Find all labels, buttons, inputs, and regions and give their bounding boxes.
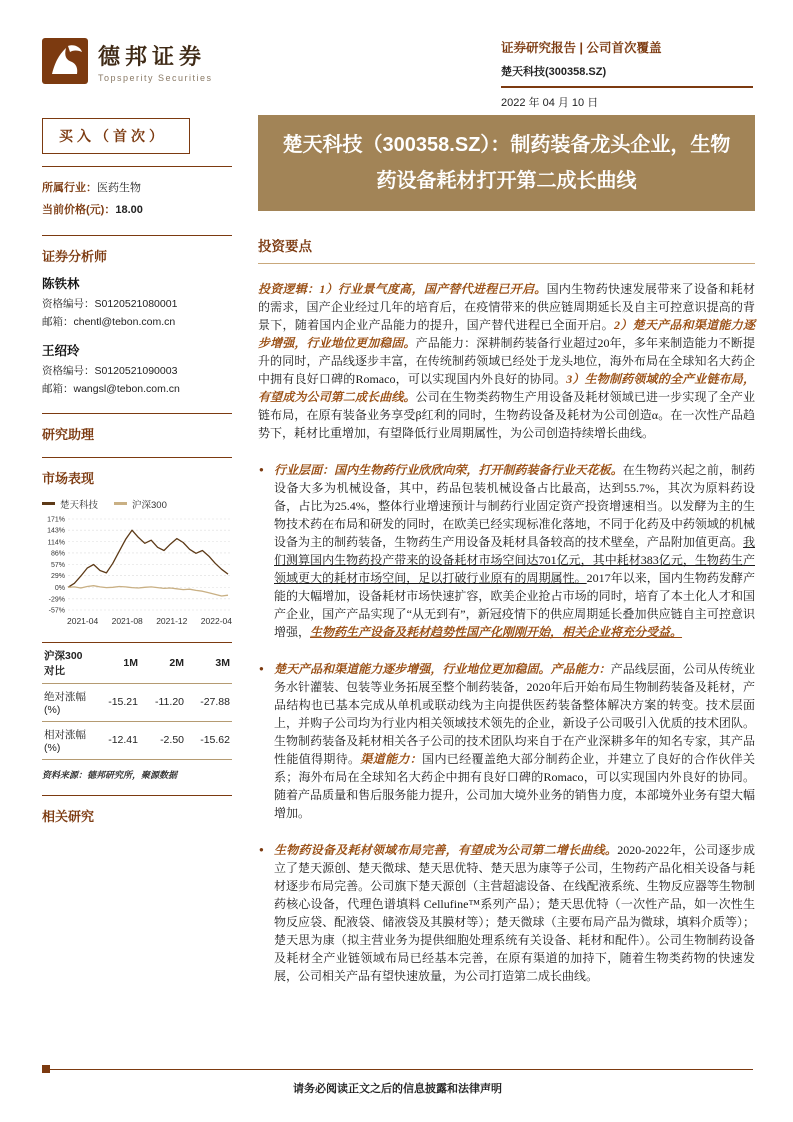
paragraph bbox=[258, 280, 755, 442]
text-segment: 产品能力：深耕制药装备行业超过20年，多年来制造能力不断提升的同时，产品线逐步丰富，在传统制药领域已经处于龙头地位，海外布局在全球知名大药企中拥有良好口碑的Romaco，可以实现国内外良好的协同。 bbox=[258, 336, 755, 386]
analyst-cert bbox=[42, 362, 232, 380]
legend-swatch-dark bbox=[42, 502, 55, 505]
main-column bbox=[258, 115, 755, 1004]
text-segment: 行业层面：国内生物药行业欣欣向荣，打开制药装备行业天花板。 bbox=[274, 463, 623, 477]
analyst-name: 陈铁林 bbox=[42, 277, 80, 291]
brand-name: 德邦证券 bbox=[98, 43, 207, 69]
email-label: 邮箱： bbox=[42, 383, 74, 396]
legend-item bbox=[42, 497, 98, 511]
bullet-paragraph bbox=[258, 841, 755, 985]
chart-legend bbox=[42, 497, 232, 511]
text-segment: 国内生物药快速发展带来了设备和耗材的需求，国产企业经过几年的培育后，在疫情带来的供应链周期延长及自主可控意识提高的背景下，随着国内企业产品能力的提升，国产替代进程已全面开启。 bbox=[258, 282, 755, 332]
table-col-header: 1M bbox=[123, 656, 138, 669]
industry-value: 医药生物 bbox=[97, 182, 141, 194]
chart-x-labels bbox=[42, 616, 232, 626]
footer-square-icon bbox=[42, 1065, 50, 1073]
text-segment: 产品线层面，公司从传统业务水针灌装、包装等业务拓展至整个制药装备，2020年后开始布局生物制药装备及耗材，产品结构也已基本完成从单机或联动线为主向提供医药装备整体解决方案的转变。技术层面上，并购子公司均为行业内相关领域技术领先的企业，新设子公司吸引入优质的技术团队。生物制药装备及耗材相关各子公司的技术团队均来自于在产业深耕多年的知名专家，其产品性能值得期待。 bbox=[274, 662, 755, 766]
sidebar bbox=[42, 118, 232, 825]
stock-name: 楚天科技(300358.SZ) bbox=[501, 66, 607, 78]
text-segment: 生物药生产设备及耗材趋势性国产化刚刚开始，相关企业将充分受益。 bbox=[310, 625, 683, 639]
report-header bbox=[42, 38, 753, 110]
industry-label: 所属行业： bbox=[42, 182, 97, 194]
table-col-header: 3M bbox=[215, 656, 230, 669]
cert-value: S0120521090003 bbox=[94, 364, 178, 377]
bullet-icon: ● bbox=[259, 664, 264, 673]
table-header-row bbox=[42, 642, 232, 683]
legend-label: 沪深300 bbox=[132, 499, 167, 511]
text-segment: 投资逻辑：1）行业景气度高，国产替代进程已开启。 bbox=[258, 282, 547, 296]
price-label: 当前价格(元)： bbox=[42, 204, 116, 216]
legend-label: 楚天科技 bbox=[60, 499, 99, 511]
logo-icon bbox=[42, 38, 88, 84]
report-title: 楚天科技（300358.SZ）：制药装备龙头企业，生物药设备耗材打开第二成长曲线 bbox=[258, 115, 755, 211]
text-segment: 在生物药兴起之前，制药设备大多为机械设备，其中，药品包装机械设备占比最高，达到55.7%，其次为原料药设备，占比为25.4%，整体行业增速预计与制药行业固定资产投资增速相当。以发酵为主的生物技术药在布局和研发的同时，在欧美已经实现标准化落地，不同于化药及中药领域的机械设备为主的制药装备，生物药生产用设备及耗材具备较高的技术壁垒，产品附加值更高。 bbox=[274, 463, 755, 549]
text-segment: 2020-2022年，公司逐步成立了楚天源创、楚天微球、楚天思优特、楚天思为康等子公司，生物药产品化相关设备与耗材逐步布局完善。公司旗下楚天源创（主营超滤设备、在线配液系统、生物反应器等生物制药核心设备，代理色谱填料 Cellufine™系列产品）；楚天思优特（一次性产品，如一次性生物反应袋、配液袋、储液袋及其膜材等）；楚天微球（主要布局产品为微球，填料介质等）；楚天思为康（拟主营业务为提供细胞处理系统有关设备、耗材和配件）。公司生物制药设备及耗材全产业链领域布局已经基本完善，在原有渠道的加持下，随着生物类药物的快速发展，公司相关产品有望快速放量，为公司打造第二成长曲线。 bbox=[274, 843, 755, 983]
svg-text:29%: 29% bbox=[50, 572, 65, 580]
section-related: 相关研究 bbox=[42, 795, 232, 825]
x-tick: 2022-04 bbox=[200, 615, 232, 626]
cell: -15.62 bbox=[200, 734, 230, 746]
cert-label: 资格编号： bbox=[42, 298, 95, 310]
cell: -12.41 bbox=[108, 734, 138, 746]
x-tick: 2021-12 bbox=[156, 615, 188, 626]
source-note: 资料来源：德邦研究所，聚源数据 bbox=[42, 769, 178, 780]
brand bbox=[42, 38, 213, 84]
cell: -11.20 bbox=[155, 696, 184, 708]
price-value: 18.00 bbox=[115, 204, 143, 216]
price-row bbox=[42, 199, 232, 221]
analyst-email bbox=[42, 380, 232, 398]
section-heading: 投资要点 bbox=[258, 235, 755, 264]
body-paragraphs bbox=[258, 280, 755, 985]
text-segment: 楚天产品和渠道能力逐步增强，行业地位更加稳固。产品能力： bbox=[274, 662, 611, 676]
text-segment: 2）楚天产品和渠道能力逐步增强，行业地位更加稳固。 bbox=[258, 318, 755, 350]
analyst bbox=[42, 341, 232, 399]
legend-swatch-light bbox=[114, 502, 127, 505]
text-segment: 我们测算国内生物药投产带来的设备耗材市场空间达701亿元，其中耗材383亿元，生物药生产领域更大的耗材市场空间，足以打破行业原有的周期属性。 bbox=[274, 535, 755, 585]
table-row bbox=[42, 721, 232, 759]
analyst-email bbox=[42, 313, 232, 331]
svg-text:114%: 114% bbox=[47, 538, 65, 546]
cert-value: S0120521080001 bbox=[94, 298, 178, 310]
analyst-name: 王绍玲 bbox=[42, 343, 80, 358]
analyst-cert bbox=[42, 295, 232, 313]
svg-text:143%: 143% bbox=[47, 527, 65, 535]
svg-text:-57%: -57% bbox=[48, 607, 65, 614]
legend-item bbox=[114, 497, 167, 511]
brand-text bbox=[98, 40, 213, 83]
header-meta bbox=[501, 38, 753, 110]
report-date: 2022 年 04 月 10 日 bbox=[501, 97, 599, 109]
disclaimer-text: 请务必阅读正文之后的信息披露和法律声明 bbox=[293, 1083, 502, 1095]
bullet-paragraph bbox=[258, 461, 755, 641]
industry-row bbox=[42, 177, 232, 199]
performance-chart bbox=[42, 514, 230, 614]
text-segment: 渠道能力： bbox=[360, 752, 423, 766]
header-divider bbox=[501, 86, 753, 88]
section-market: 市场表现 bbox=[42, 457, 232, 487]
text-segment: 生物药设备及耗材领域布局完善，有望成为公司第二增长曲线。 bbox=[274, 843, 618, 857]
rating-badge: 买入（首次） bbox=[42, 118, 190, 154]
x-tick: 2021-04 bbox=[67, 615, 99, 626]
brand-name-en: Topsperity Securities bbox=[98, 72, 213, 83]
email-value: chentl@tebon.com.cn bbox=[73, 316, 176, 329]
cell: -15.21 bbox=[108, 696, 138, 708]
analyst bbox=[42, 274, 232, 332]
svg-text:171%: 171% bbox=[47, 516, 65, 523]
email-label: 邮箱： bbox=[42, 316, 74, 329]
text-segment: 3）生物制药领域的全产业链布局，有望成为公司第二成长曲线。 bbox=[258, 372, 755, 404]
page-footer bbox=[42, 1069, 753, 1096]
cert-label: 资格编号： bbox=[42, 364, 95, 377]
cell: -27.88 bbox=[200, 696, 230, 708]
bullet-icon: ● bbox=[259, 845, 264, 854]
comparison-table bbox=[42, 642, 232, 760]
bullet-paragraph bbox=[258, 660, 755, 822]
section-assistants: 研究助理 bbox=[42, 413, 232, 443]
svg-text:-29%: -29% bbox=[48, 595, 65, 603]
cell: -2.50 bbox=[160, 734, 184, 746]
table-col-header: 2M bbox=[169, 656, 184, 669]
table-title-cell: 沪深300对比 bbox=[44, 649, 83, 677]
text-segment: 国内已经覆盖绝大部分制药企业，并建立了良好的合作伙伴关系；海外布局在全球知名大药企中拥有良好口碑的Romaco，可以实现国内外良好的协同。随着产品质量和售后服务能力提升，公司加大境外业务的销售力度，本部境外业务有望大幅增加。 bbox=[274, 752, 755, 820]
section-analysts: 证券分析师 bbox=[42, 235, 232, 265]
text-segment: 2017年以来，国内生物药发酵产能的大幅增加，设备耗材市场快速扩容，欧美企业抢占市场的同时，培育了本土化人才和国产企业，国产产品实现了“从无到有”，新冠疫情下的供应周期延长叠加供应链自主可控意识增强， bbox=[274, 571, 755, 639]
x-tick: 2021-08 bbox=[111, 615, 143, 626]
text-segment: 公司在生物类药物生产用设备及耗材领域已进一步实现了全产业链布局，在原有装备业务享受β红利的同时，生物药设备及耗材为公司创造α。在一次性产品趋势下，耗材比重增加，有望降低行业周期属性，为公司创造持续增长曲线。 bbox=[258, 390, 755, 440]
divider bbox=[42, 166, 232, 167]
svg-text:57%: 57% bbox=[50, 561, 65, 569]
row-label: 绝对涨幅(%) bbox=[44, 690, 86, 716]
svg-text:0%: 0% bbox=[54, 584, 65, 592]
bullet-icon: ● bbox=[259, 465, 264, 474]
row-label: 相对涨幅(%) bbox=[44, 728, 86, 754]
report-type: 证券研究报告 | 公司首次覆盖 bbox=[501, 41, 662, 55]
email-value: wangsl@tebon.com.cn bbox=[73, 383, 180, 396]
svg-text:86%: 86% bbox=[50, 549, 65, 557]
table-row bbox=[42, 683, 232, 721]
